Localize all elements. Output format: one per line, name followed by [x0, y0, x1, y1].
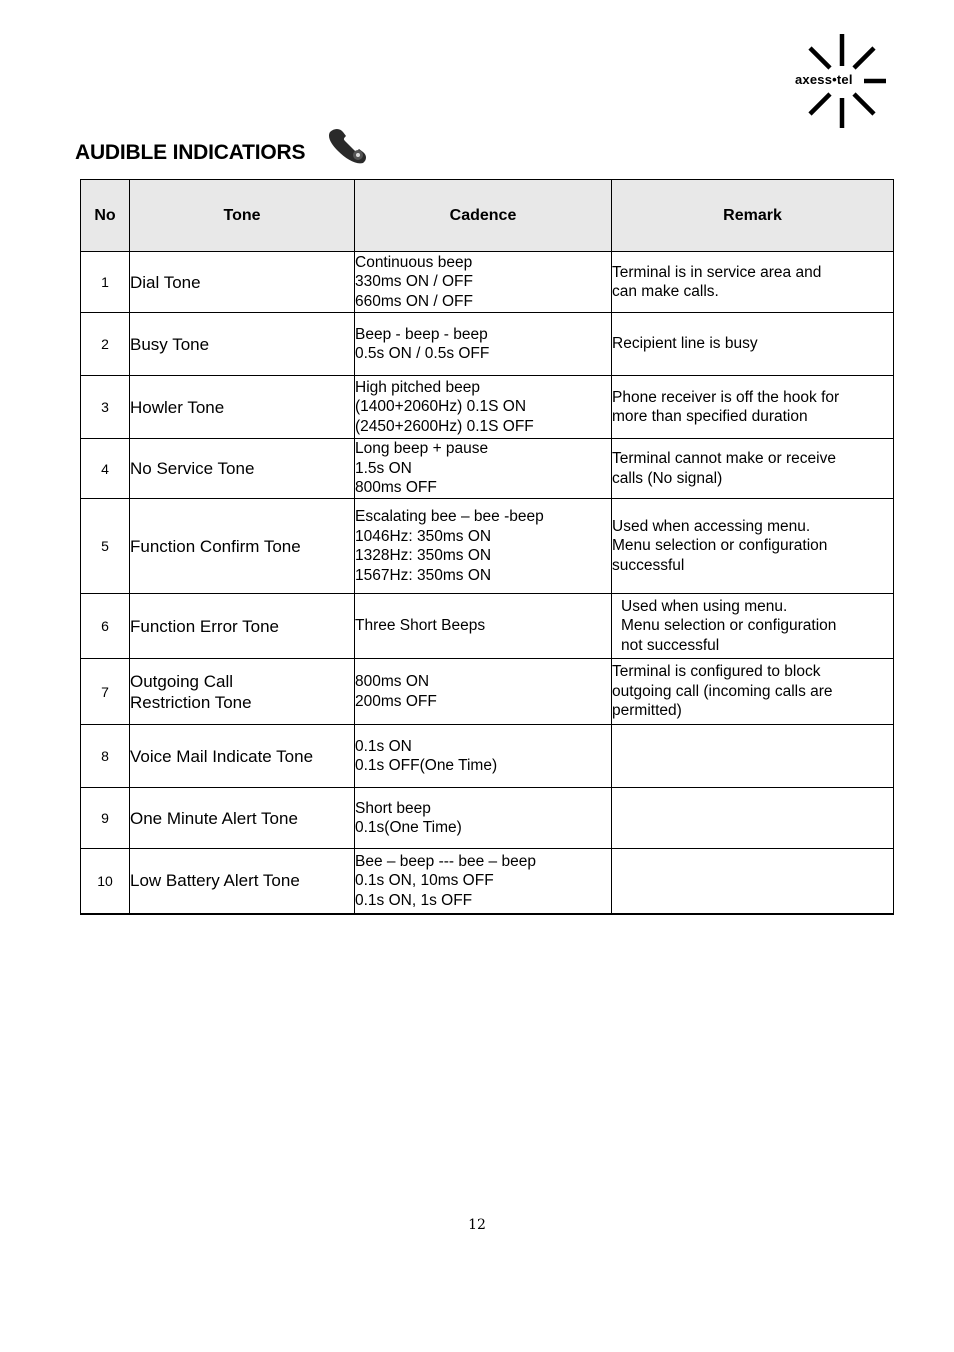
table-row — [81, 659, 894, 725]
tone-cadence: 800ms ON 200ms OFF — [355, 659, 612, 725]
header-remark: Remark — [612, 180, 894, 252]
row-number: 5 — [81, 499, 130, 594]
tone-cadence: Three Short Beeps — [355, 594, 612, 659]
tone-cadence: Bee – beep --- bee – beep 0.1s ON, 10ms OFF 0.1s ON, 1s OFF — [355, 849, 612, 914]
row-number: 1 — [81, 252, 130, 313]
table-row — [81, 788, 894, 849]
tone-remark: Terminal is configured to block outgoing call (incoming calls are permitted) — [612, 659, 894, 725]
tone-remark: Used when accessing menu. Menu selection or configuration successful — [612, 499, 894, 594]
tone-name: Outgoing Call Restriction Tone — [130, 659, 355, 725]
table-row — [81, 252, 894, 313]
row-number: 2 — [81, 313, 130, 376]
tone-remark: Recipient line is busy — [612, 313, 894, 376]
table-row — [81, 439, 894, 499]
tone-cadence: High pitched beep (1400+2060Hz) 0.1S ON (2450+2600Hz) 0.1S OFF — [355, 376, 612, 439]
tone-name: Function Confirm Tone — [130, 499, 355, 594]
row-number: 10 — [81, 849, 130, 914]
tone-remark: Phone receiver is off the hook for more than specified duration — [612, 376, 894, 439]
row-number: 3 — [81, 376, 130, 439]
audible-indicators-table — [80, 179, 894, 915]
tone-name: Voice Mail Indicate Tone — [130, 725, 355, 788]
logo-wordmark: axess•tel — [795, 72, 853, 87]
tone-remark: Terminal is in service area and can make calls. — [612, 252, 894, 313]
tone-remark — [612, 725, 894, 788]
tone-name: Busy Tone — [130, 313, 355, 376]
tone-cadence: Continuous beep 330ms ON / OFF 660ms ON / OFF — [355, 252, 612, 313]
row-number: 8 — [81, 725, 130, 788]
row-number: 9 — [81, 788, 130, 849]
table-row — [81, 849, 894, 914]
tone-remark: Terminal cannot make or receive calls (No signal) — [612, 439, 894, 499]
page-title: AUDIBLE INDICATIORS — [75, 141, 306, 164]
tone-cadence: 0.1s ON 0.1s OFF(One Time) — [355, 725, 612, 788]
header-no: No — [81, 180, 130, 252]
row-number: 4 — [81, 439, 130, 499]
tone-name: Function Error Tone — [130, 594, 355, 659]
tone-cadence: Beep - beep - beep 0.5s ON / 0.5s OFF — [355, 313, 612, 376]
tone-cadence: Escalating bee – bee -beep 1046Hz: 350ms ON 1328Hz: 350ms ON 1567Hz: 350ms ON — [355, 499, 612, 594]
tone-cadence: Long beep + pause 1.5s ON 800ms OFF — [355, 439, 612, 499]
telephone-handset-icon — [326, 126, 370, 164]
table-row — [81, 594, 894, 659]
page-number: 12 — [468, 1217, 486, 1233]
tone-name: No Service Tone — [130, 439, 355, 499]
tone-cadence: Short beep 0.1s(One Time) — [355, 788, 612, 849]
table-row — [81, 725, 894, 788]
table-row — [81, 499, 894, 594]
header-cadence: Cadence — [355, 180, 612, 252]
tone-remark — [612, 788, 894, 849]
table-row — [81, 376, 894, 439]
table-row — [81, 313, 894, 376]
row-number: 6 — [81, 594, 130, 659]
tone-remark — [612, 849, 894, 914]
tone-name: Dial Tone — [130, 252, 355, 313]
table-header-row — [81, 180, 894, 252]
header-tone: Tone — [130, 180, 355, 252]
tone-remark: Used when using menu. Menu selection or configuration not successful — [612, 594, 894, 659]
tone-name: Howler Tone — [130, 376, 355, 439]
tone-name: Low Battery Alert Tone — [130, 849, 355, 914]
row-number: 7 — [81, 659, 130, 725]
tone-name: One Minute Alert Tone — [130, 788, 355, 849]
